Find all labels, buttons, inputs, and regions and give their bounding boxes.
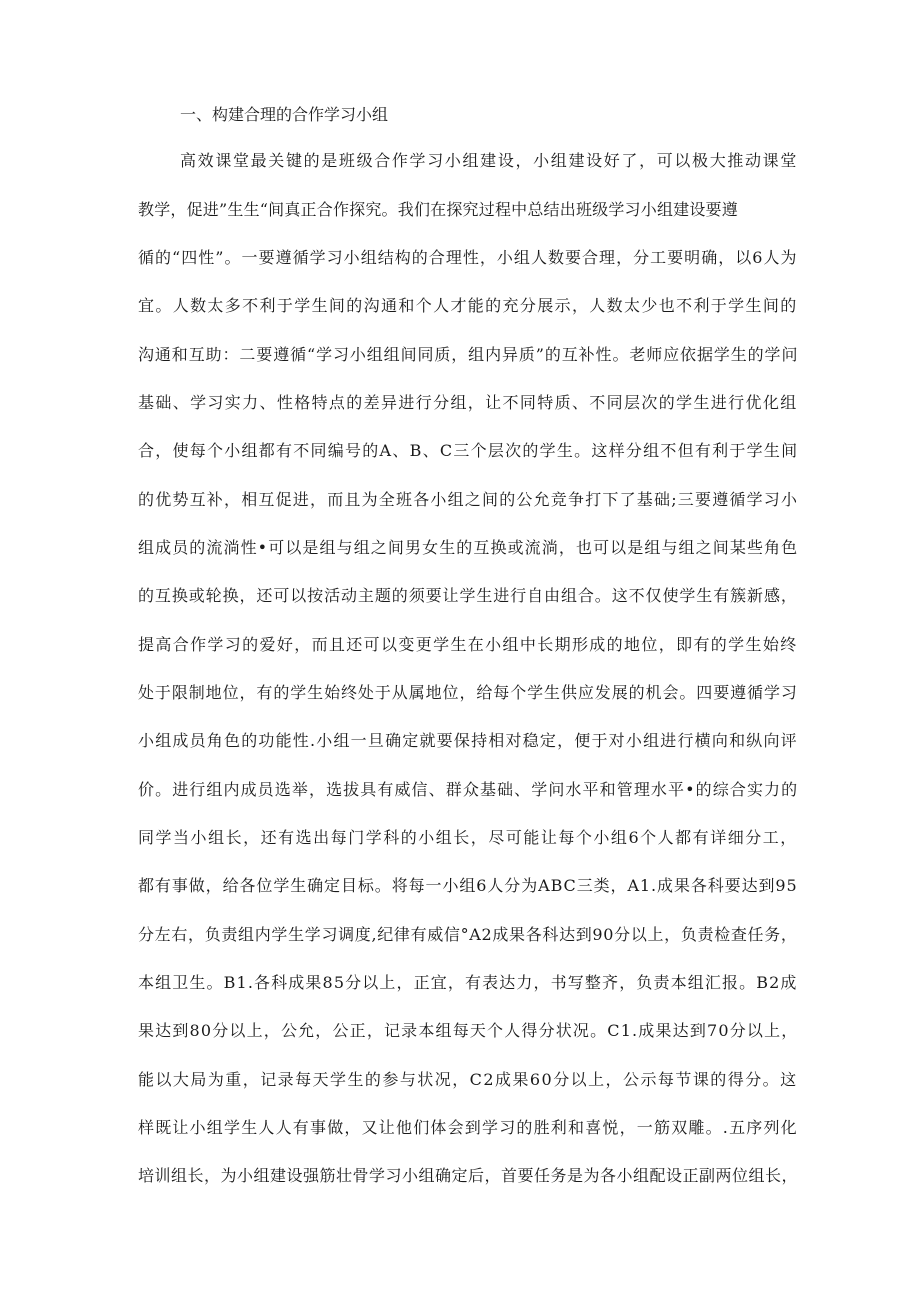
text-line-2: 教学，促进”生生“间真正合作探究。我们在探究过程中总结出班级学习小组建设要遵 <box>138 200 738 219</box>
text-line-19: 果达到80分以上，公允，公正，记录本组每天个人得分状况。C1.成果达到70分以上， <box>138 1021 799 1040</box>
text-line-11: 提高合作学习的爱好，而且还可以变更学生在小组中长期形成的地位，即有的学生始终 <box>138 635 798 654</box>
text-line-8: 的优势互补，相互促进，而且为全班各小组之间的公允竞争打下了基础;三要遵循学习小 <box>138 490 799 509</box>
text-line-3: 循的“四性”。一要遵循学习小组结构的合理性，小组人数要合理，分工要明确，以6人为 <box>138 248 798 267</box>
text-line-18: 本组卫生。B1.各科成果85分以上，正宜，有表达力，书写整齐，负责本组汇报。B2成 <box>138 973 798 992</box>
text-line-10: 的互换或轮换，还可以按活动主题的须要让学生进行自由组合。这不仅使学生有簇新感， <box>138 586 798 605</box>
text-line-9: 组成员的流淌性•可以是组与组之间男女生的互换或流淌，也可以是组与组之间某些角色 <box>138 538 799 557</box>
text-line-7: 合，使每个小组都有不同编号的A、B、C三个层次的学生。这样分组不但有利于学生间 <box>138 441 799 460</box>
text-line-14: 价。进行组内成员选举，选拔具有威信、群众基础、学问水平和管理水平•的综合实力的 <box>138 780 799 799</box>
text-line-20: 能以大局为重，记录每天学生的参与状况，C2成果60分以上，公示每节课的得分。这 <box>138 1070 798 1089</box>
text-line-13: 小组成员角色的功能性.小组一旦确定就要保持相对稳定，便于对小组进行横向和纵向评 <box>138 731 798 750</box>
text-line-6: 基础、学习实力、性格特点的差异进行分组，让不同特质、不同层次的学生进行优化组 <box>138 393 798 412</box>
text-line-22: 培训组长，为小组建设强筋壮骨学习小组确定后，首要任务是为各小组配设正副两位组长， <box>138 1166 799 1185</box>
text-line-15: 同学当小组长，还有选出每门学科的小组长，尽可能让每个小组6个人都有详细分工， <box>138 828 798 847</box>
text-line-1: 高效课堂最关键的是班级合作学习小组建设，小组建设好了，可以极大推动课堂 <box>180 151 799 170</box>
text-line-16: 都有事做，给各位学生确定目标。将每一小组6人分为ABC三类，A1.成果各科要达到95 <box>138 876 798 895</box>
text-line-17: 分左右，负责组内学生学习调度,纪律有威信°A2成果各科达到90分以上，负责检查任务， <box>138 925 798 944</box>
text-line-4: 宜。人数太多不利于学生间的沟通和个人才能的充分展示，人数太少也不利于学生间的 <box>138 296 798 315</box>
section-heading: 一、构建合理的合作学习小组 <box>180 105 389 124</box>
text-line-5: 沟通和互助：二要遵循“学习小组组间同质，组内异质”的互补性。老师应依据学生的学问 <box>138 345 799 364</box>
text-line-12: 处于限制地位，有的学生始终处于从属地位，给每个学生供应发展的机会。四要遵循学习 <box>138 683 798 702</box>
text-line-21: 样既让小组学生人人有事做，又让他们体会到学习的胜利和喜悦，一筋双雕。.五序列化 <box>138 1118 798 1137</box>
